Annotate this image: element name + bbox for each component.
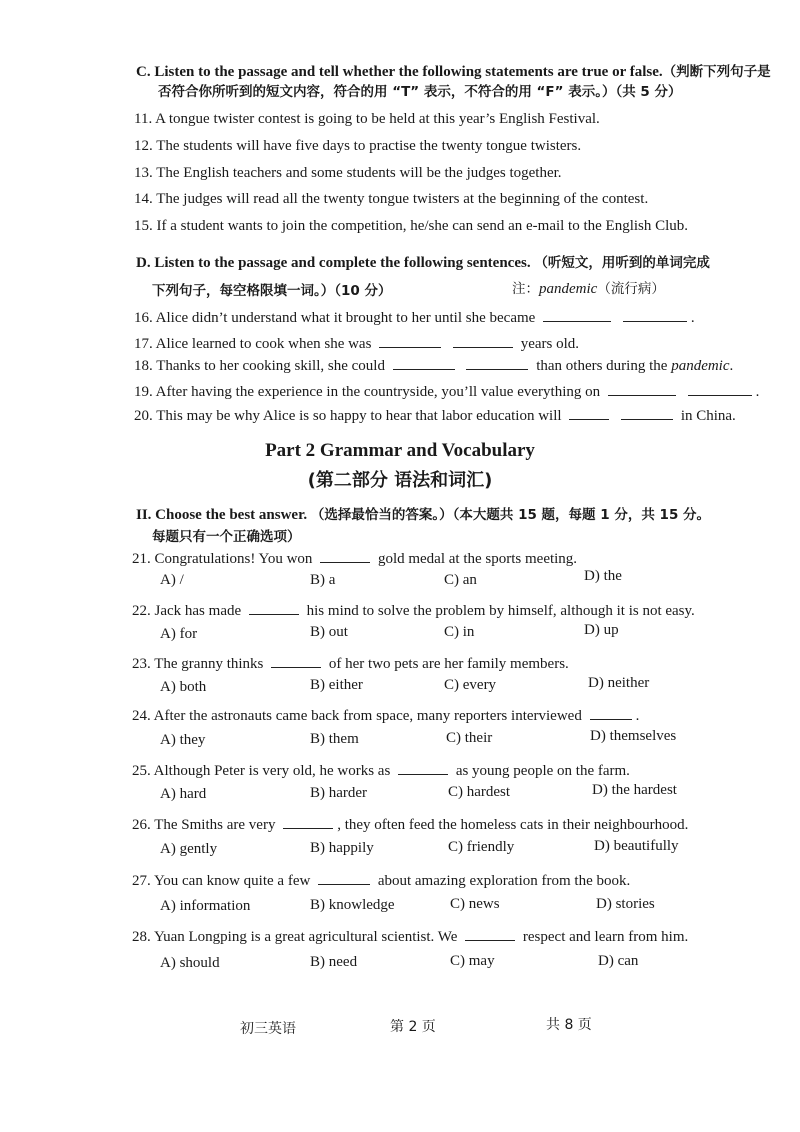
q26-option-d[interactable]: D) beautifully xyxy=(594,838,679,854)
q27-option-c[interactable]: C) news xyxy=(450,896,500,912)
q22-stem: 22. Jack has made xyxy=(132,603,242,619)
q23-option-d[interactable]: D) neither xyxy=(588,675,650,691)
section-c-heading xyxy=(136,62,771,82)
footer-total: 共 8 页 xyxy=(546,1017,592,1033)
q26-option-a[interactable]: A) gently xyxy=(160,841,218,857)
q22-blank[interactable] xyxy=(249,600,299,615)
q27-tail: about amazing exploration from the book. xyxy=(377,873,631,889)
q21-option-d[interactable]: D) the xyxy=(584,568,622,584)
q27-blank[interactable] xyxy=(318,870,370,885)
q17-blank-2[interactable] xyxy=(453,333,513,348)
q26-blank[interactable] xyxy=(283,814,333,829)
statement-11: 11. A tongue twister contest is going to be held at this year’s English Festival. xyxy=(134,111,600,127)
q27-option-a[interactable]: A) information xyxy=(160,898,251,914)
q21-option-c[interactable]: C) an xyxy=(444,572,477,588)
section-d-heading-cn-2: 下列句子，每空格限填一词。）（10 分） xyxy=(152,283,392,299)
section-ii-heading xyxy=(136,505,710,525)
statement-15: 15. If a student wants to join the competition, he/she can send an e-mail to the English Club. xyxy=(134,218,689,234)
question-27 xyxy=(132,870,630,891)
q28-blank[interactable] xyxy=(465,926,515,941)
q24-blank[interactable] xyxy=(590,705,632,720)
q17-blank-1[interactable] xyxy=(379,333,441,348)
q28-option-b[interactable]: B) need xyxy=(310,954,358,970)
q23-option-b[interactable]: B) either xyxy=(310,677,363,693)
q25-option-b[interactable]: B) harder xyxy=(310,785,368,801)
q20-tail: in China. xyxy=(680,408,736,424)
question-17 xyxy=(134,333,579,354)
q18-pandemic: pandemic xyxy=(671,358,730,374)
q24-option-a[interactable]: A) they xyxy=(160,732,206,748)
q26-stem: 26. The Smiths are very xyxy=(132,817,276,833)
q18-blank-1[interactable] xyxy=(393,355,455,370)
q22-option-a[interactable]: A) for xyxy=(160,626,198,642)
q21-option-a[interactable]: A) / xyxy=(160,572,184,588)
q22-option-b[interactable]: B) out xyxy=(310,624,348,640)
q20-blank-1[interactable] xyxy=(569,405,609,420)
q25-tail: as young people on the farm. xyxy=(455,763,630,779)
q20-blank-2[interactable] xyxy=(621,405,673,420)
q21-option-b[interactable]: B) a xyxy=(310,572,336,588)
q25-blank[interactable] xyxy=(398,760,448,775)
section-d-heading xyxy=(136,253,710,273)
q21-blank[interactable] xyxy=(320,548,370,563)
footer-page: 第 2 页 xyxy=(390,1019,436,1035)
q27-option-b[interactable]: B) knowledge xyxy=(310,897,395,913)
note-prefix: 注： xyxy=(512,281,539,297)
question-24 xyxy=(132,705,639,726)
section-d-heading-cn: （听短文，用听到的单词完成 xyxy=(534,255,710,271)
q16-blank-1[interactable] xyxy=(543,307,611,322)
question-22 xyxy=(132,600,695,621)
q18-text: 18. Thanks to her cooking skill, she could xyxy=(134,358,385,374)
question-28 xyxy=(132,926,688,947)
statement-12: 12. The students will have five days to practise the twenty tongue twisters. xyxy=(134,138,582,154)
q20-text: 20. This may be why Alice is so happy to hear that labor education will xyxy=(134,408,562,424)
q24-tail: . xyxy=(635,708,640,724)
q24-option-d[interactable]: D) themselves xyxy=(590,728,677,744)
q21-tail: gold medal at the sports meeting. xyxy=(377,551,578,567)
question-23 xyxy=(132,653,569,674)
q18-tail: than others during the xyxy=(536,358,668,374)
note-suffix: （流行病） xyxy=(597,281,665,297)
pandemic-note xyxy=(512,279,665,299)
section-ii-heading-en: II. Choose the best answer. xyxy=(136,507,308,523)
q19-blank-2[interactable] xyxy=(688,381,752,396)
section-ii-heading-cn: （选择最恰当的答案。）（本大题共 15 题，每题 1 分，共 15 分。 xyxy=(310,507,711,523)
q24-option-c[interactable]: C) their xyxy=(446,730,493,746)
note-word: pandemic xyxy=(539,281,598,297)
q16-blank-2[interactable] xyxy=(623,307,687,322)
question-26 xyxy=(132,814,688,835)
q28-option-a[interactable]: A) should xyxy=(160,955,220,971)
q22-option-d[interactable]: D) up xyxy=(584,622,619,638)
q25-option-a[interactable]: A) hard xyxy=(160,786,207,802)
q26-tail: , they often feed the homeless cats in their neighbourhood. xyxy=(337,817,689,833)
q24-stem: 24. After the astronauts came back from space, many reporters interviewed xyxy=(132,708,582,724)
q23-tail: of her two pets are her family members. xyxy=(328,656,569,672)
q23-stem: 23. The granny thinks xyxy=(132,656,264,672)
q23-option-a[interactable]: A) both xyxy=(160,679,207,695)
q28-option-d[interactable]: D) can xyxy=(598,953,639,969)
section-c-heading-cn-2: 否符合你所听到的短文内容，符合的用 “T” 表示，不符合的用 “F” 表示。）（共 5 分） xyxy=(158,84,682,100)
footer-subject: 初三英语 xyxy=(240,1021,296,1037)
q27-stem: 27. You can know quite a few xyxy=(132,873,311,889)
section-d-heading-en: D. Listen to the passage and complete the following sentences. xyxy=(136,255,531,271)
q23-blank[interactable] xyxy=(271,653,321,668)
section-c-heading-en: C. Listen to the passage and tell whether the following statements are true or false. xyxy=(136,64,663,80)
q19-end: . xyxy=(755,384,760,400)
section-ii-heading-cn-2: 每题只有一个正确选项） xyxy=(152,529,301,545)
q22-option-c[interactable]: C) in xyxy=(444,624,475,640)
q17-text: 17. Alice learned to cook when she was xyxy=(134,336,372,352)
q28-stem: 28. Yuan Longping is a great agricultural scientist. We xyxy=(132,929,458,945)
q25-option-c[interactable]: C) hardest xyxy=(448,784,511,800)
question-18 xyxy=(134,355,733,376)
q28-tail: respect and learn from him. xyxy=(522,929,689,945)
q25-option-d[interactable]: D) the hardest xyxy=(592,782,677,798)
q16-end: . xyxy=(690,310,695,326)
section-c-heading-cn: （判断下列句子是 xyxy=(662,64,771,80)
q24-option-b[interactable]: B) them xyxy=(310,731,359,747)
question-25 xyxy=(132,760,630,781)
question-19 xyxy=(134,381,759,402)
q19-text: 19. After having the experience in the countryside, you’ll value everything on xyxy=(134,384,601,400)
statement-14: 14. The judges will read all the twenty tongue twisters at the beginning of the contest. xyxy=(134,191,649,207)
statement-13: 13. The English teachers and some students will be the judges together. xyxy=(134,165,562,181)
question-16 xyxy=(134,307,695,328)
q26-option-c[interactable]: C) friendly xyxy=(448,839,515,855)
q23-option-c[interactable]: C) every xyxy=(444,677,497,693)
part2-title-cn: (第二部分 语法和词汇) xyxy=(307,470,493,491)
q16-text: 16. Alice didn’t understand what it brought to her until she became xyxy=(134,310,536,326)
q18-end: . xyxy=(729,358,734,374)
q25-stem: 25. Although Peter is very old, he works as xyxy=(132,763,391,779)
q27-option-d[interactable]: D) stories xyxy=(596,896,655,912)
q21-stem: 21. Congratulations! You won xyxy=(132,551,313,567)
part2-title: Part 2 Grammar and Vocabulary xyxy=(265,440,535,461)
q19-blank-1[interactable] xyxy=(608,381,676,396)
question-20 xyxy=(134,405,736,426)
q22-tail: his mind to solve the problem by himself, although it is not easy. xyxy=(306,603,695,619)
q18-blank-2[interactable] xyxy=(466,355,528,370)
q17-tail: years old. xyxy=(520,336,580,352)
question-21 xyxy=(132,548,577,569)
q26-option-b[interactable]: B) happily xyxy=(310,840,374,856)
q28-option-c[interactable]: C) may xyxy=(450,953,495,969)
